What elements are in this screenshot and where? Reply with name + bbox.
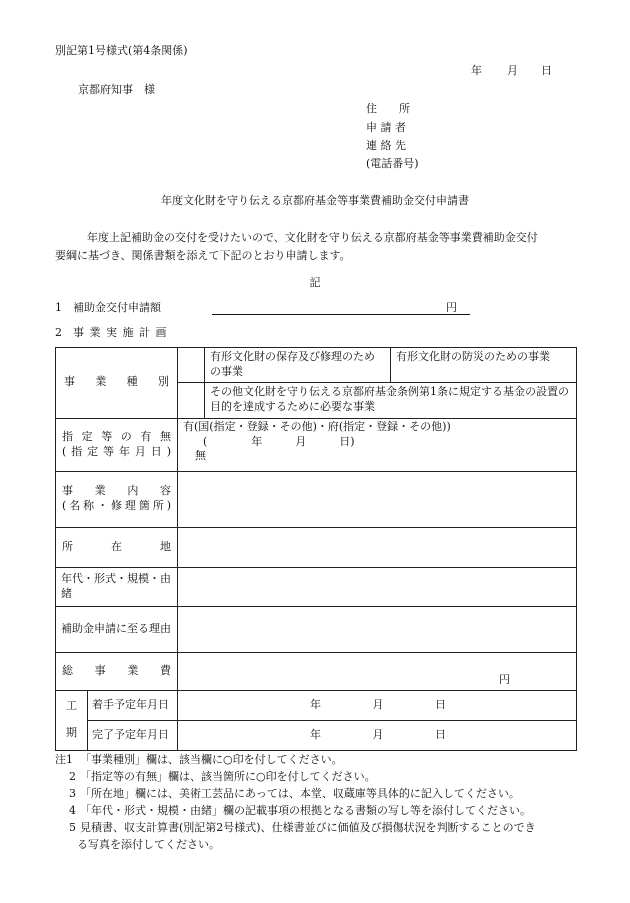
note-text: 「指定等の有無」欄は、該当箇所に○印を付してください。: [80, 770, 376, 783]
reason-field[interactable]: [178, 606, 577, 652]
note-item: [55, 785, 580, 802]
item1-label: 補助金交付申請額: [73, 301, 161, 314]
start-year: 年: [310, 697, 321, 711]
total-label: 総事業費: [56, 652, 178, 690]
end-label: 完了予定年月日: [88, 720, 178, 750]
designation-no: 無: [195, 449, 206, 463]
designation-date: ( 年 月 日): [203, 434, 355, 448]
content-label: [56, 471, 178, 527]
applicant-name-label: 申 請 者: [366, 121, 406, 134]
designation-label: [56, 418, 178, 471]
note-item: [55, 751, 580, 768]
type-opt1-mark[interactable]: [178, 348, 205, 383]
content-label-line2: (名称・修理箇所): [62, 499, 171, 513]
designation-label-line1: 指定等の有無: [62, 429, 171, 443]
period-label-1: 工: [66, 699, 77, 713]
end-date-field[interactable]: [178, 720, 577, 750]
total-field[interactable]: [178, 652, 577, 690]
total-unit: 円: [499, 672, 510, 686]
content-field[interactable]: [178, 471, 577, 527]
designation-label-line2: (指定等年月日): [62, 444, 171, 458]
type-opt3: その他文化財を守り伝える京都府基金条例第1条に規定する基金の設置の目的を達成するために必要な事業: [205, 382, 577, 418]
note-number: 3: [69, 787, 76, 800]
item1-unit: 円: [446, 301, 457, 314]
item2-number: 2: [55, 326, 62, 339]
note-item: [55, 768, 580, 785]
note-text: 「所在地」欄には、美術工芸品にあっては、本堂、収蔵庫等具体的に記入してください。: [80, 787, 520, 800]
start-date-field[interactable]: [178, 690, 577, 720]
note-number: 5: [69, 821, 76, 834]
intro-line-1: 年度上記補助金の交付を受けたいので、文化財を守り伝える京都府基金等事業費補助金交付: [87, 231, 538, 244]
start-day: 日: [435, 697, 446, 711]
note-text: 見積書、収支計算書(別記第2号様式)、仕様書並びに価値及び損傷状況を判断することのでき: [80, 821, 536, 834]
era-field[interactable]: [178, 567, 577, 606]
amount-underline: [212, 314, 470, 315]
application-table: [55, 347, 577, 751]
designation-field[interactable]: [178, 418, 577, 471]
type-opt3-mark[interactable]: [178, 382, 205, 418]
note-text: 「事業種別」欄は、該当欄に○印を付してください。: [80, 753, 343, 766]
date-year: 年: [471, 64, 482, 77]
note-item5-continuation: る写真を添付してください。: [77, 838, 220, 851]
applicant-phone-label: (電話番号): [366, 157, 419, 170]
item2-label: 事業実施計画: [73, 326, 172, 339]
reason-label: 補助金申請に至る理由: [56, 606, 178, 652]
date-day: 日: [541, 64, 552, 77]
start-label: 着手予定年月日: [88, 690, 178, 720]
form-reference: 別記第1号様式(第4条関係): [55, 44, 188, 57]
end-year: 年: [310, 727, 321, 741]
note-number: 4: [69, 804, 76, 817]
addressee: 京都府知事 様: [78, 83, 155, 96]
type-opt1: 有形文化財の保存及び修理のための事業: [205, 348, 391, 383]
period-label-2: 期: [66, 726, 77, 740]
content-label-line1: 事業内容: [62, 484, 171, 498]
ki-heading: 記: [309, 276, 321, 289]
intro-line-2: 要綱に基づき、関係書類を添えて下記のとおり申請します。: [55, 249, 351, 262]
item1-number: 1: [55, 301, 62, 314]
applicant-contact-label: 連 絡 先: [366, 139, 406, 152]
note-number: 2: [69, 770, 76, 783]
designation-yes: 有(国(指定・登録・その他)・府(指定・登録・その他)): [183, 419, 451, 433]
applicant-address-label: 住 所: [366, 102, 410, 115]
era-label: 年代・形式・規模・由緒: [56, 567, 178, 606]
date-month: 月: [507, 64, 518, 77]
period-label: [56, 690, 88, 750]
start-month: 月: [372, 697, 384, 711]
document-title: 年度文化財を守り伝える京都府基金等事業費補助金交付申請書: [161, 194, 469, 207]
type-opt2: 有形文化財の防災のための事業: [391, 348, 577, 383]
type-label: 事業種別: [56, 348, 178, 419]
note-text: 「年代・形式・規模・由緒」欄の記載事項の根拠となる書類の写し等を添付してください。: [80, 804, 531, 817]
notes-section: [55, 751, 580, 853]
note-number: 注1: [55, 753, 73, 766]
note-item: [55, 819, 580, 836]
end-month: 月: [372, 727, 384, 741]
note-item: [55, 802, 580, 819]
location-label: 所在地: [56, 527, 178, 567]
location-field[interactable]: [178, 527, 577, 567]
end-day: 日: [435, 727, 446, 741]
